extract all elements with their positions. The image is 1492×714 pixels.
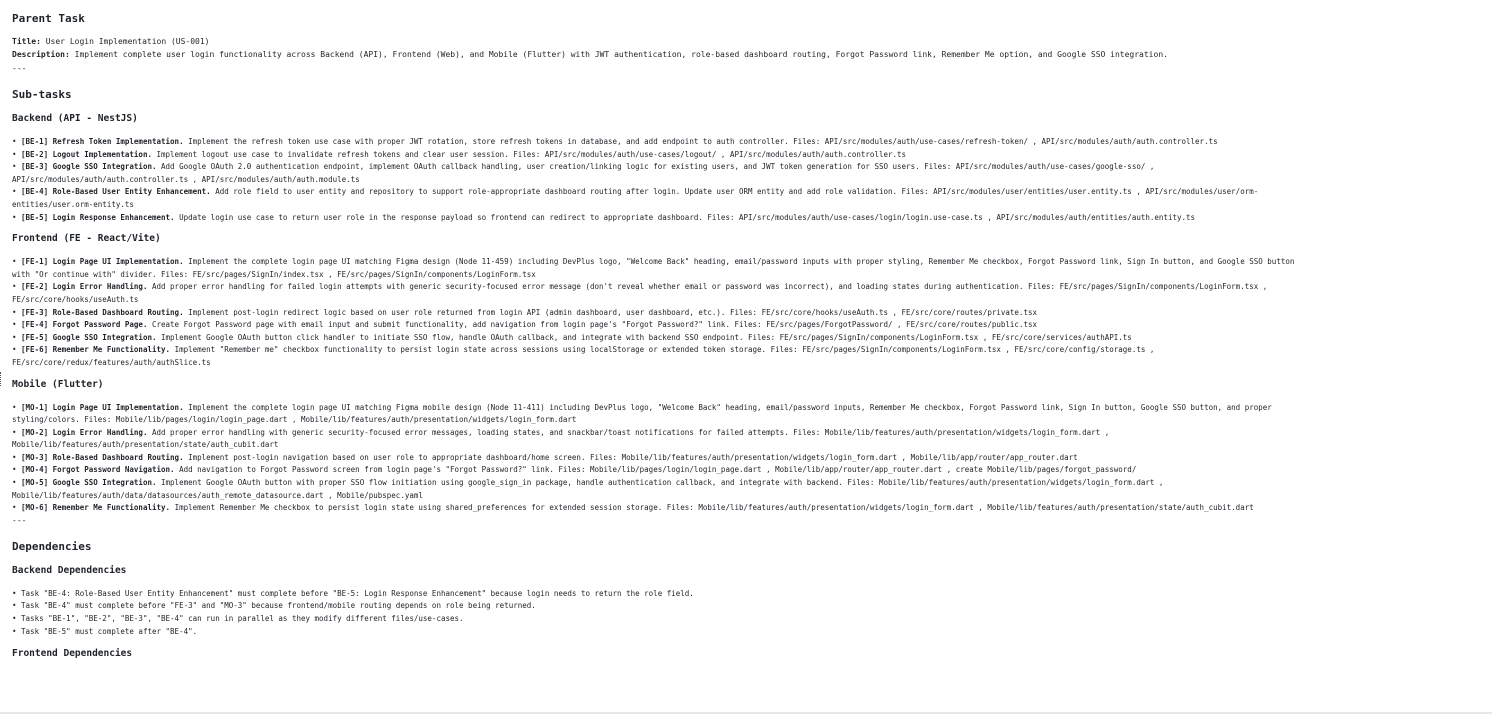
subtask-line (12, 149, 1490, 162)
bullet-icon: • (12, 320, 22, 330)
dependency-text: Task "BE-4: Role-Based User Entity Enhancement" must complete before "BE-5: Login Response Enhancement" because login needs to return the role field. (21, 588, 694, 598)
separator-2: --- (12, 515, 27, 525)
subtask-text: Add proper error handling for failed login attempts with generic security-focused error message (don't reveal whether email or password was incorrect), and loading states during authentication. Files: FE/src/pages/SignIn/components/LoginForm.tsx , (151, 282, 1268, 292)
dependency-text: Tasks "BE-1", "BE-2", "BE-3", "BE-4" can run in parallel as they modify different files/use-cases. (21, 614, 464, 624)
subtask-label: [FE-1] Login Page UI Implementation. (21, 257, 184, 267)
mobile-subtask-list (12, 402, 1490, 515)
mobile-heading: Mobile (Flutter) (12, 378, 104, 390)
subtask-label: [BE-3] Google SSO Integration. (21, 162, 157, 172)
subtask-text: Mobile/lib/features/auth/presentation/state/auth_cubit.dart (12, 440, 279, 450)
backend-dependencies-list (12, 588, 1490, 638)
subtask-text: Implement the complete login page UI matching Figma mobile design (Node 11-411) including DevPlus logo, "Welcome Back" heading, email/password inputs, Remember Me checkbox, Forgot Password link, Sign In button, Google SSO button, and proper (188, 402, 1272, 412)
subtask-line (12, 174, 1490, 187)
parent-title-line (12, 36, 1490, 49)
subtask-line (12, 136, 1490, 149)
dependency-text: Task "BE-4" must complete before "FE-3" and "MO-3" because frontend/mobile routing depends on role being returned. (21, 601, 536, 611)
subtask-text: entities/user.orm-entity.ts (12, 199, 134, 209)
bullet-icon: • (12, 614, 22, 624)
subtask-text: API/src/modules/auth/auth.controller.ts , API/src/modules/auth/auth.module.ts (12, 174, 360, 184)
bullet-icon: • (12, 345, 22, 355)
dependency-text: Task "BE-5" must complete after "BE-4". (21, 626, 198, 636)
subtask-line (12, 502, 1490, 515)
subtask-text: Implement Remember Me checkbox to persist login state using shared_preferences for extended session storage. Files: Mobile/lib/features/auth/presentation/widgets/login_form.dart , Mobile/lib/features/auth/presentation/state/auth_cubit.dart (174, 503, 1254, 513)
subtask-text: Add proper error handling with generic security-focused error messages, loading states, and snackbar/toast notifications for failed attempts. Files: Mobile/lib/features/auth/presentation/widgets/login_form.dart , (151, 427, 1110, 437)
subtask-line (12, 439, 1490, 452)
backend-dependencies-heading: Backend Dependencies (12, 564, 127, 576)
description-label: Description: (12, 49, 70, 59)
subtask-text: FE/src/core/hooks/useAuth.ts (12, 294, 139, 304)
description-value: Implement complete user login functionality across Backend (API), Frontend (Web), and Mobile (Flutter) with JWT authentication, role-based dashboard routing, Forgot Password link, Remember Me option, and Google SSO integration. (74, 49, 1168, 59)
subtask-label: [MO-5] Google SSO Integration. (21, 478, 157, 488)
subtask-line (12, 269, 1490, 282)
subtask-line (12, 452, 1490, 465)
bullet-icon: • (12, 257, 22, 267)
subtask-line (12, 186, 1490, 199)
bullet-icon: • (12, 149, 22, 159)
subtask-text: Mobile/lib/features/auth/data/datasources/auth_remote_datasource.dart , Mobile/pubspec.yaml (12, 490, 423, 500)
title-value: User Login Implementation (US-001) (45, 37, 210, 46)
subtask-label: [BE-5] Login Response Enhancement. (21, 212, 175, 222)
bullet-icon: • (12, 626, 22, 636)
subtask-label: [BE-1] Refresh Token Implementation. (21, 137, 184, 146)
subtask-line (12, 307, 1490, 320)
subtask-label: [MO-1] Login Page UI Implementation. (21, 402, 184, 412)
subtask-text: Implement post-login navigation based on user role to appropriate dashboard/home screen. Files: Mobile/lib/features/auth/presentation/widgets/login_form.dart , Mobile/lib/app/router/app_router.dart (188, 452, 1078, 462)
subtask-text: Implement the complete login page UI matching Figma design (Node 11-459) including DevPlus logo, "Welcome Back" heading, email/password inputs with proper styling, Remember Me checkbox, Forgot Password link, Sign In button, and Google SSO button (188, 257, 1295, 267)
bullet-icon: • (12, 137, 22, 146)
subtask-line (12, 256, 1490, 269)
subtask-line (12, 402, 1490, 415)
subtask-text: Implement logout use case to invalidate refresh tokens and clear user session. Files: API/src/modules/auth/use-cases/logout/ , API/src/modules/auth/auth.controller.ts (156, 149, 907, 159)
subtask-line (12, 319, 1490, 332)
subtask-line (12, 344, 1490, 357)
subtask-label: [BE-2] Logout Implementation. (21, 149, 152, 159)
backend-subtask-list (12, 136, 1490, 224)
bullet-icon: • (12, 332, 22, 342)
bullet-icon: • (12, 282, 22, 292)
bullet-icon: • (12, 307, 22, 317)
bullet-icon: • (12, 601, 22, 611)
bullet-icon: • (12, 478, 22, 488)
dependencies-heading: Dependencies (12, 539, 92, 553)
subtask-label: [FE-4] Forgot Password Page. (21, 320, 148, 330)
subtask-line (12, 332, 1490, 345)
subtask-text: Implement post-login redirect logic based on user role returned from login API (admin dashboard, user dashboard, etc.). Files: FE/src/core/hooks/useAuth.ts , FE/src/core/routes/private.tsx (188, 307, 1038, 317)
subtask-label: [FE-3] Role-Based Dashboard Routing. (21, 307, 184, 317)
separator: --- (12, 64, 27, 73)
parent-description-line (12, 49, 1490, 62)
bullet-icon: • (12, 588, 22, 598)
bullet-icon: • (12, 465, 22, 475)
subtask-label: [BE-4] Role-Based User Entity Enhancement. (21, 187, 211, 197)
dependency-item (12, 626, 1490, 639)
subtask-label: [MO-6] Remember Me Functionality. (21, 503, 171, 513)
dependency-item (12, 600, 1490, 613)
subtask-label: [FE-5] Google SSO Integration. (21, 332, 157, 342)
subtask-text: Implement the refresh token use case with proper JWT rotation, store refresh tokens in database, and add endpoint to auth controller. Files: API/src/modules/auth/use-cases/refresh-token/ , API/src/modules/auth/auth.controller.ts (188, 137, 1218, 146)
subtask-text: with "Or continue with" divider. Files: FE/src/pages/SignIn/index.tsx , FE/src/pages/SignIn/components/LoginForm.tsx (12, 269, 536, 279)
subtask-text: Implement "Remember me" checkbox functionality to persist login state across sessions using localStorage or extended token storage. Files: FE/src/pages/SignIn/components/LoginForm.tsx , FE/src/core/config/storage.ts , (174, 345, 1155, 355)
subtask-line (12, 477, 1490, 490)
subtask-text: Add role field to user entity and repository to support role-appropriate dashboard routing after login. Update user ORM entity and add role validation. Files: API/src/modules/user/entities/user.entity.ts , API/src/modules/user/orm- (215, 187, 1259, 197)
subtask-label: [MO-2] Login Error Handling. (21, 427, 148, 437)
subtask-line (12, 464, 1490, 477)
dependency-item (12, 588, 1490, 601)
bullet-icon: • (12, 162, 22, 172)
subtask-text: Update login use case to return user role in the response payload so frontend can redirect to appropriate dashboard. Files: API/src/modules/auth/use-cases/login/login.use-case.ts , API/src/modules/auth/entities/auth.entity.ts (179, 212, 1196, 222)
subtask-label: [MO-3] Role-Based Dashboard Routing. (21, 452, 184, 462)
resize-handle[interactable] (0, 372, 3, 386)
bullet-icon: • (12, 452, 22, 462)
subtask-line (12, 161, 1490, 174)
subtask-text: Add Google OAuth 2.0 authentication endpoint, implement OAuth callback handling, user creation/linking logic for existing users, and JWT token generation for SSO users. Files: API/src/modules/auth/use-cases/google-sso/ , (161, 162, 1155, 172)
subtask-text: Add navigation to Forgot Password screen from login page's "Forgot Password?" link. Files: Mobile/lib/pages/login/login_page.dart , Mobile/lib/app/router/app_router.dart , create Mobile/lib/pages/forgot_password/ (179, 465, 1137, 475)
parent-task-heading: Parent Task (12, 12, 85, 25)
subtask-line (12, 414, 1490, 427)
subtask-line (12, 212, 1490, 225)
frontend-heading: Frontend (FE - React/Vite) (12, 233, 161, 245)
subtask-label: [FE-6] Remember Me Functionality. (21, 345, 171, 355)
subtask-text: FE/src/core/redux/features/auth/authSlice.ts (12, 357, 211, 367)
title-label: Title: (12, 37, 41, 46)
frontend-dependencies-heading: Frontend Dependencies (12, 648, 133, 660)
subtask-line (12, 427, 1490, 440)
bullet-icon: • (12, 187, 22, 197)
frontend-subtask-list (12, 256, 1490, 369)
subtask-line (12, 199, 1490, 212)
subtask-line (12, 357, 1490, 370)
subtask-label: [MO-4] Forgot Password Navigation. (21, 465, 175, 475)
subtask-text: Create Forgot Password page with email input and submit functionality, add navigation from login page's "Forgot Password?" link. Files: FE/src/pages/ForgotPassword/ , FE/src/core/routes/public.tsx (151, 320, 1037, 330)
dependency-item (12, 613, 1490, 626)
subtask-text: Implement Google OAuth button with proper SSO flow initiation using google_sign_in package, handle authentication callback, and integrate with backend. Files: Mobile/lib/features/auth/presentation/widgets/login_form.dart , (161, 478, 1164, 488)
subtask-line (12, 490, 1490, 503)
subtask-text: styling/colors. Files: Mobile/lib/pages/login/login_page.dart , Mobile/lib/features/auth/presentation/widgets/login_form.dart (12, 415, 577, 425)
document (12, 0, 1490, 660)
subtasks-heading: Sub-tasks (12, 88, 72, 101)
subtask-label: [FE-2] Login Error Handling. (21, 282, 148, 292)
subtask-line (12, 294, 1490, 307)
subtask-line (12, 281, 1490, 294)
bullet-icon: • (12, 212, 22, 222)
bullet-icon: • (12, 427, 22, 437)
backend-heading: Backend (API - NestJS) (12, 113, 138, 124)
bullet-icon: • (12, 503, 22, 513)
subtask-text: Implement Google OAuth button click handler to initiate SSO flow, handle OAuth callback, and integrate with backend SSO endpoint. Files: FE/src/pages/SignIn/components/LoginForm.tsx , FE/src/core/services/authAPI.ts (161, 332, 1132, 342)
bullet-icon: • (12, 402, 22, 412)
